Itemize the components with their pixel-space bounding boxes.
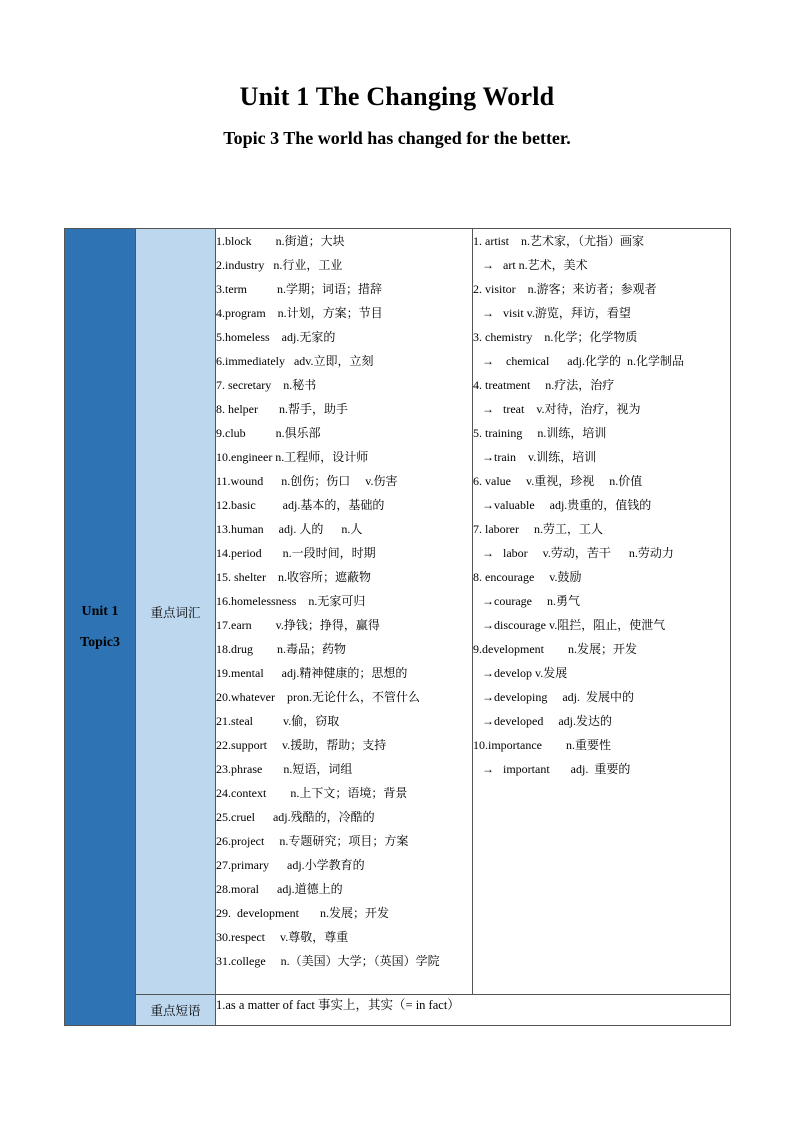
words-right-cell: [473, 229, 731, 995]
word-left-item: 18.drug n.毒品；药物: [216, 642, 346, 656]
word-right-item: →developing adj. 发展中的: [473, 690, 634, 704]
words-left-cell: [216, 229, 473, 995]
word-left-item: 29. development n.发展；开发: [216, 906, 389, 920]
word-left-item: 30.respect v.尊敬，尊重: [216, 930, 349, 944]
word-left-item: 21.steal v.偷，窃取: [216, 714, 340, 728]
vocab-label-cell: [136, 229, 216, 995]
word-left-item: 26.project n.专题研究；项目；方案: [216, 834, 409, 848]
vocab-table: [64, 228, 731, 1026]
word-right-item: → visit v.游览，拜访，看望: [473, 306, 631, 320]
word-left-item: 7. secretary n.秘书: [216, 378, 317, 392]
word-left-item: 19.mental adj.精神健康的；思想的: [216, 666, 408, 680]
word-right-item: 10.importance n.重要性: [473, 738, 611, 752]
word-right-item: 2. visitor n.游客；来访者；参观者: [473, 282, 657, 296]
word-left-item: 9.club n.俱乐部: [216, 426, 321, 440]
word-right-item: →discourage v.阻拦，阻止，使泄气: [473, 618, 666, 632]
unit-label-line1: Unit 1: [81, 604, 119, 619]
word-left-item: 11.wound n.创伤；伤口 v.伤害: [216, 474, 398, 488]
word-left-item: 13.human adj. 人的 n.人: [216, 522, 363, 536]
word-right-item: 4. treatment n.疗法，治疗: [473, 378, 615, 392]
word-right-item: 5. training n.训练，培训: [473, 426, 607, 440]
phrase-cell: [216, 995, 731, 1026]
word-right-item: →courage n.勇气: [473, 594, 580, 608]
word-right-item: →developed adj.发达的: [473, 714, 612, 728]
word-right-item: → art n.艺术，美术: [473, 258, 588, 272]
word-left-item: 4.program n.计划，方案；节目: [216, 306, 383, 320]
word-left-item: 1.block n.街道；大块: [216, 234, 345, 248]
word-right-item: 1. artist n.艺术家，（尤指）画家: [473, 234, 644, 248]
word-left-item: 24.context n.上下文；语境；背景: [216, 786, 408, 800]
word-right-item: → chemical adj.化学的 n.化学制品: [473, 354, 684, 368]
word-right-item: 6. value v.重视，珍视 n.价值: [473, 474, 643, 488]
word-left-item: 22.support v.援助，帮助；支持: [216, 738, 387, 752]
vocab-label: 重点词汇: [150, 604, 201, 620]
word-left-item: 16.homelessness n.无家可归: [216, 594, 366, 608]
phrase-text: 1.as a matter of fact 事实上，其实（= in fact）: [216, 998, 460, 1012]
word-right-item: 8. encourage v.鼓励: [473, 570, 582, 584]
word-left-item: 3.term n.学期；词语；措辞: [216, 282, 382, 296]
word-left-item: 14.period n.一段时间，时期: [216, 546, 376, 560]
word-left-item: 15. shelter n.收容所；遮蔽物: [216, 570, 371, 584]
unit-label-line2: Topic3: [80, 635, 120, 650]
word-right-item: →valuable adj.贵重的，值钱的: [473, 498, 652, 512]
page-title: Unit 1 The Changing World: [239, 82, 555, 111]
word-left-item: 2.industry n.行业，工业: [216, 258, 343, 272]
word-left-item: 27.primary adj.小学教育的: [216, 858, 365, 872]
word-left-item: 25.cruel adj.残酷的，冷酷的: [216, 810, 375, 824]
word-left-item: 20.whatever pron.无论什么，不管什么: [216, 690, 420, 704]
word-right-item: → treat v.对待，治疗，视为: [473, 402, 641, 416]
word-left-item: 28.moral adj.道德上的: [216, 882, 343, 896]
word-right-item: 9.development n.发展；开发: [473, 642, 637, 656]
word-left-item: 17.earn v.挣钱；挣得，赢得: [216, 618, 380, 632]
phrase-label: 重点短语: [150, 1003, 201, 1018]
unit-label-cell: [65, 229, 136, 1026]
phrase-row: [65, 995, 731, 1026]
word-left-item: 12.basic adj.基本的，基础的: [216, 498, 385, 512]
word-left-item: 23.phrase n.短语，词组: [216, 762, 353, 776]
vocab-row: [65, 229, 731, 995]
word-right-item: → labor v.劳动，苦干 n.劳动力: [473, 546, 674, 560]
word-left-item: 10.engineer n.工程师，设计师: [216, 450, 369, 464]
word-left-item: 31.college n.（美国）大学；（英国）学院: [216, 954, 440, 968]
word-left-item: 8. helper n.帮手，助手: [216, 402, 348, 416]
word-right-item: 7. laborer n.劳工，工人: [473, 522, 603, 536]
word-right-item: →train v.训练，培训: [473, 450, 597, 464]
word-right-item: →develop v.发展: [473, 666, 568, 680]
word-right-item: 3. chemistry n.化学；化学物质: [473, 330, 638, 344]
page-subtitle: Topic 3 The world has changed for the better.: [223, 128, 571, 148]
word-left-item: 5.homeless adj.无家的: [216, 330, 336, 344]
word-right-item: → important adj. 重要的: [473, 762, 631, 776]
words-right-list: [473, 229, 730, 781]
word-left-item: 6.immediately adv.立即，立刻: [216, 354, 374, 368]
words-left-list: [216, 229, 472, 973]
phrase-label-cell: [136, 995, 216, 1026]
